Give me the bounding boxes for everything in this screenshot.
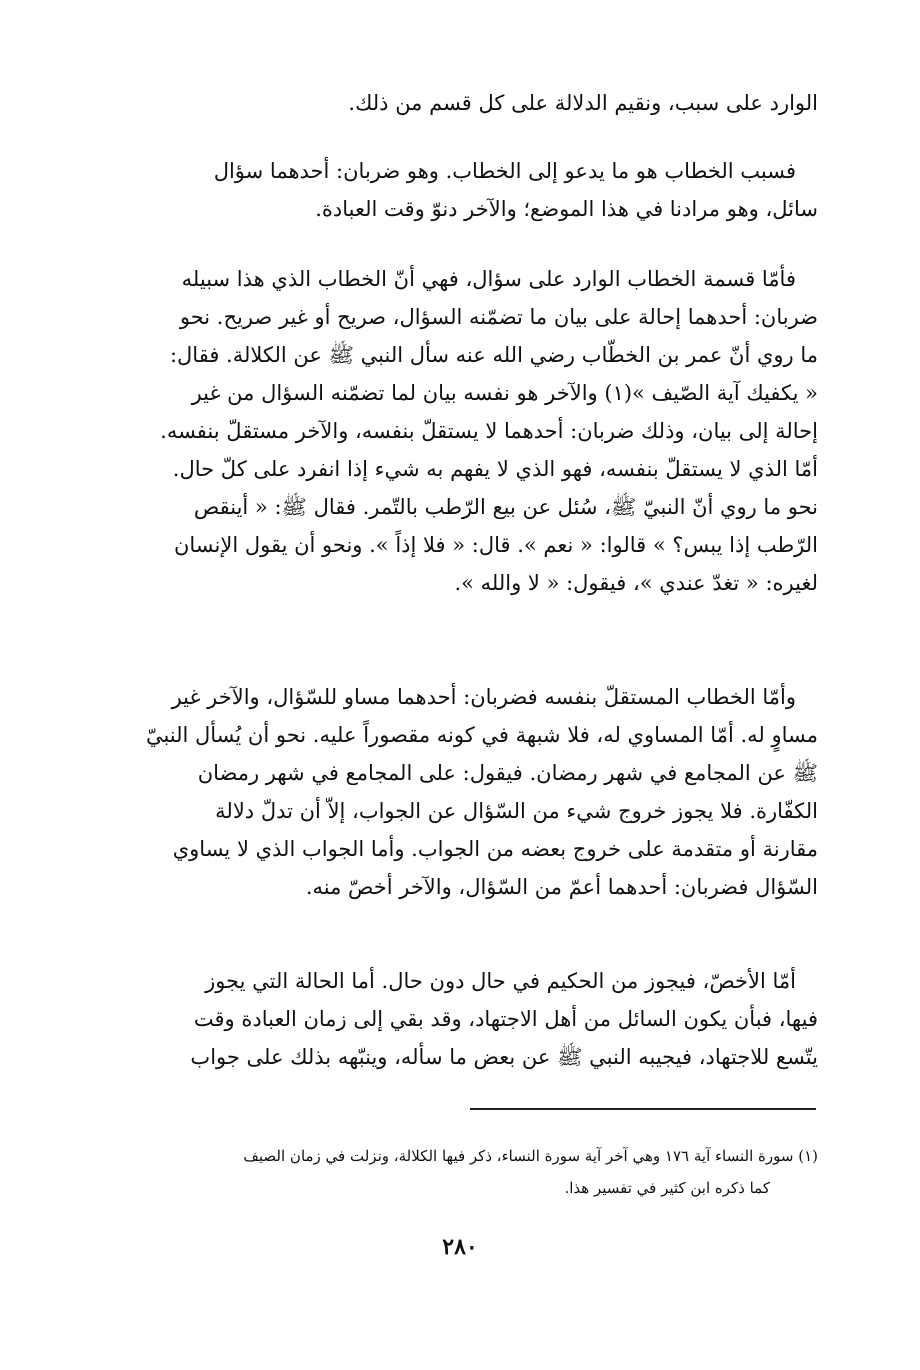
- text-line: ﷺ عن المجامع في شهر رمضان. فيقول: على المجامع في شهر رمضان: [197, 761, 818, 785]
- paragraph-4: [100, 678, 818, 906]
- text-line: « يكفيك آية الصّيف »(١) والآخر هو نفسه بيان لما تضمّنه السؤال من غير: [191, 381, 818, 405]
- text-line: فيها، فبأن يكون السائل من أهل الاجتهاد، وقد بقي إلى زمان العبادة وقت: [193, 1007, 818, 1031]
- footnote-line: (١) سورة النساء آية ١٧٦ وهي آخر آية سورة النساء، ذكر فيها الكلالة، ونزلت في زمان الصيف: [243, 1147, 818, 1165]
- text-line: الكفّارة. فلا يجوز خروج شيء من السّؤال عن الجواب، إلاّ أن تدلّ دلالة: [215, 799, 818, 823]
- paragraph-5: [100, 962, 818, 1076]
- text-line: سائل، وهو مرادنا في هذا الموضع؛ والآخر دنوّ وقت العبادة.: [315, 197, 818, 221]
- text-line: ضربان: أحدهما إحالة على بيان ما تضمّنه السؤال، صريح أو غير صريح. نحو: [179, 305, 818, 329]
- text-line: إحالة إلى بيان، وذلك ضربان: أحدهما لا يستقلّ بنفسه، والآخر مستقلّ بنفسه.: [160, 419, 818, 443]
- text-line: نحو ما روي أنّ النبيّ ﷺ، سُئل عن بيع الرّطب بالتّمر. فقال ﷺ: « أينقص: [193, 495, 818, 519]
- text-line: يتّسع للاجتهاد، فيجيبه النبي ﷺ عن بعض ما سأله، وينبّهه بذلك على جواب: [190, 1045, 818, 1069]
- page-number: ٢٨٠: [442, 1234, 478, 1260]
- footnote: [100, 1140, 818, 1204]
- footnote-line: كما ذكره ابن كثير في تفسير هذا.: [564, 1179, 770, 1197]
- text-line: مقارنة أو متقدمة على خروج بعضه من الجواب. وأما الجواب الذي لا يساوي: [172, 837, 818, 861]
- text-line: أمّا الأخصّ، فيجوز من الحكيم في حال دون حال. أما الحالة التي يجوز: [205, 969, 796, 993]
- text-line: ما روي أنّ عمر بن الخطّاب رضي الله عنه سأل النبي ﷺ عن الكلالة. فقال:: [169, 343, 818, 367]
- text-line: لغيره: « تغدّ عندي »، فيقول: « لا والله ».: [454, 571, 818, 595]
- text-line: أمّا الذي لا يستقلّ بنفسه، فهو الذي لا يفهم به شيء إذا انفرد على كلّ حال.: [172, 457, 818, 481]
- footnote-separator: [470, 1108, 816, 1110]
- paragraph-2: [100, 152, 818, 228]
- text-line: مساوٍ له. أمّا المساوي له، فلا شبهة في كونه مقصوراً عليه. نحو أن يُسأل النبيّ: [145, 723, 818, 747]
- paragraph-3: [100, 260, 818, 602]
- text-line: الرّطب إذا يبس؟ » قالوا: « نعم ». قال: « فلا إذاً ». ونحو أن يقول الإنسان: [173, 533, 818, 557]
- text-line: فأمّا قسمة الخطاب الوارد على سؤال، فهي أنّ الخطاب الذي هذا سبيله: [181, 267, 796, 291]
- text-line: فسبب الخطاب هو ما يدعو إلى الخطاب. وهو ضربان: أحدهما سؤال: [213, 159, 796, 183]
- text-line: الوارد على سبب، ونقيم الدلالة على كل قسم من ذلك.: [348, 91, 818, 115]
- text-line: السّؤال فضربان: أحدهما أعمّ من السّؤال، والآخر أخصّ منه.: [305, 875, 818, 899]
- text-line: وأمّا الخطاب المستقلّ بنفسه فضربان: أحدهما مساو للسّؤال، والآخر غير: [171, 685, 796, 709]
- paragraph-1: [100, 84, 818, 122]
